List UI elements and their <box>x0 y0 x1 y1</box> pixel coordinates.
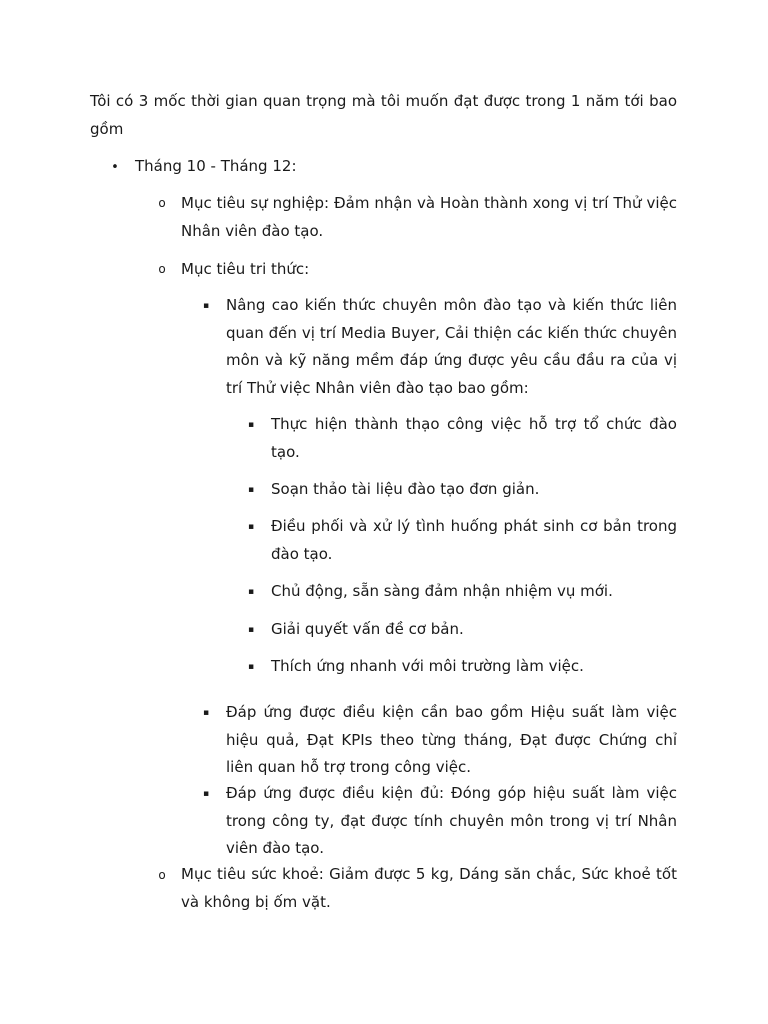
knowledge-item: Nâng cao kiến thức chuyên môn đào tạo và kiến thức liên quan đến vị trí Media Buyer, Cải thiện các kiến thức chuyên môn và kỹ năng mềm đáp ứng được yêu cầu đầu ra của vị trí Thử việc Nhân viên đào tạo bao gồm: <box>226 296 677 397</box>
bullet-square-icon: ▪ <box>247 485 255 495</box>
bullet-square-icon: ▪ <box>202 789 210 799</box>
bullet-square-icon: ▪ <box>247 662 255 672</box>
bullet-square-icon: ▪ <box>202 708 210 718</box>
bullet-square-icon: ▪ <box>202 301 210 311</box>
bullet-circle-icon: o <box>158 196 166 210</box>
period-heading: Tháng 10 - Tháng 12: <box>135 157 297 175</box>
knowledge-goal: Mục tiêu tri thức: <box>181 260 310 278</box>
career-goal: Mục tiêu sự nghiệp: Đảm nhận và Hoàn thành xong vị trí Thử việc Nhân viên đào tạo. <box>181 194 677 240</box>
skill-item: Chủ động, sẵn sàng đảm nhận nhiệm vụ mới. <box>271 582 613 600</box>
bullet-square-icon: ▪ <box>247 625 255 635</box>
skill-item: Thực hiện thành thạo công việc hỗ trợ tổ chức đào tạo. <box>271 415 677 461</box>
bullet-circle-icon: o <box>158 868 166 882</box>
bullet-square-icon: ▪ <box>247 420 255 430</box>
health-goal: Mục tiêu sức khoẻ: Giảm được 5 kg, Dáng săn chắc, Sức khoẻ tốt và không bị ốm vặt. <box>181 865 677 911</box>
knowledge-item: Đáp ứng được điều kiện đủ: Đóng góp hiệu suất làm việc trong công ty, đạt được tính chuyên môn trong vị trí Nhân viên đào tạo. <box>226 784 677 857</box>
skill-item: Soạn thảo tài liệu đào tạo đơn giản. <box>271 480 540 498</box>
bullet-dot-icon: • <box>111 160 119 175</box>
intro-paragraph: Tôi có 3 mốc thời gian quan trọng mà tôi muốn đạt được trong 1 năm tới bao gồm <box>90 92 677 138</box>
bullet-square-icon: ▪ <box>247 522 255 532</box>
skill-item: Điều phối và xử lý tình huống phát sinh cơ bản trong đào tạo. <box>271 517 677 563</box>
bullet-circle-icon: o <box>158 262 166 276</box>
knowledge-item: Đáp ứng được điều kiện cần bao gồm Hiệu suất làm việc hiệu quả, Đạt KPIs theo từng tháng, Đạt được Chứng chỉ liên quan hỗ trợ trong công việc. <box>226 703 677 776</box>
skill-item: Giải quyết vấn đề cơ bản. <box>271 620 464 638</box>
bullet-square-icon: ▪ <box>247 587 255 597</box>
skill-item: Thích ứng nhanh với môi trường làm việc. <box>271 657 584 675</box>
